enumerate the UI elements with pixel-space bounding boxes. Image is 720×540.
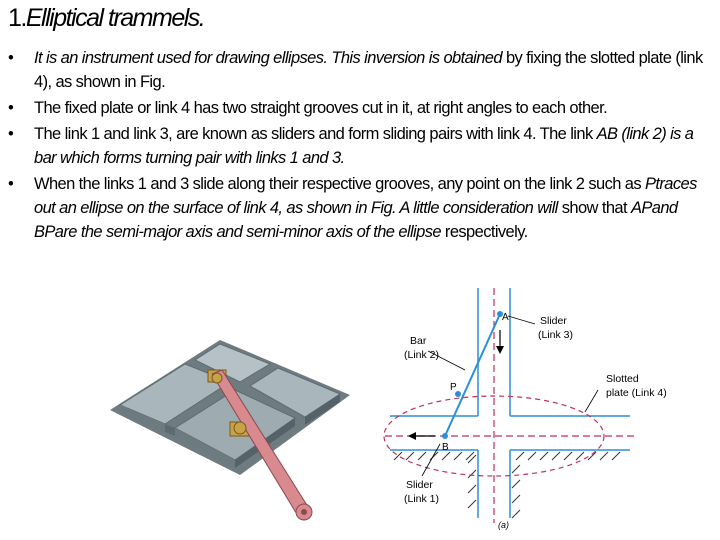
leader-slotted <box>585 390 598 412</box>
bullet-run: AB (link 2) is a bar which forms turning pair with links 1 and 3. <box>34 125 694 167</box>
pencil-point <box>301 509 307 515</box>
trammel-diagram <box>380 288 715 536</box>
bullet-item <box>34 172 714 244</box>
title-number: 1. <box>8 4 26 32</box>
bullet-run: respectively. <box>444 223 528 241</box>
point-b <box>442 433 448 439</box>
leader-slider3 <box>508 316 535 324</box>
label-bar-line1: Bar <box>410 335 427 347</box>
label-b: B <box>442 442 449 453</box>
bullet-run: It is an instrument used for drawing ellipses. This inversion is obtained <box>34 49 506 67</box>
pin-b <box>234 422 246 434</box>
label-slider3-line1: Slider <box>540 315 567 327</box>
bullet-list <box>34 46 714 246</box>
label-slotted-line2: plate (Link 4) <box>606 387 667 399</box>
slide-title <box>8 4 204 33</box>
bullet-run: When the links 1 and 3 slide along their respective grooves, any point on the link 2 such as <box>34 175 646 193</box>
label-slotted-line1: Slotted <box>606 373 639 385</box>
trammel-illustration <box>100 300 360 535</box>
label-p: P <box>450 382 457 393</box>
title-text: Elliptical trammels. <box>25 4 205 32</box>
bullet-item <box>34 122 714 170</box>
label-a: A <box>502 312 509 323</box>
leader-slider1 <box>422 444 440 476</box>
figure-caption: (a) <box>498 520 509 530</box>
bullet-run: by fixing the slotted plate (link 4), as shown in Fig. <box>34 49 703 91</box>
slider3-arrowhead <box>496 346 504 354</box>
bullet-item <box>34 96 714 120</box>
label-bar-line2: (Link 2) <box>404 349 440 361</box>
bullet-run: show that <box>561 199 631 217</box>
bullet-item <box>34 46 714 94</box>
bullet-run: Ptraces out an ellipse on the surface of link 4, as shown in Fig. A little consideration will <box>34 175 697 217</box>
bullet-run: APand BPare the semi-major axis and semi-minor axis of the ellipse <box>34 199 678 241</box>
bullet-run: The fixed plate or link 4 has two straight grooves cut in it, at right angles to each other. <box>34 99 608 117</box>
label-slider1-line1: Slider <box>406 479 433 491</box>
label-slider3-line2: (Link 3) <box>538 329 574 341</box>
slider1-arrowhead <box>408 432 416 440</box>
pin-a <box>212 373 222 383</box>
bar-ab <box>445 314 500 436</box>
bullet-run: The link 1 and link 3, are known as sliders and form sliding pairs with link 4. The link <box>34 125 597 143</box>
label-slider1-line2: (Link 1) <box>404 493 440 505</box>
